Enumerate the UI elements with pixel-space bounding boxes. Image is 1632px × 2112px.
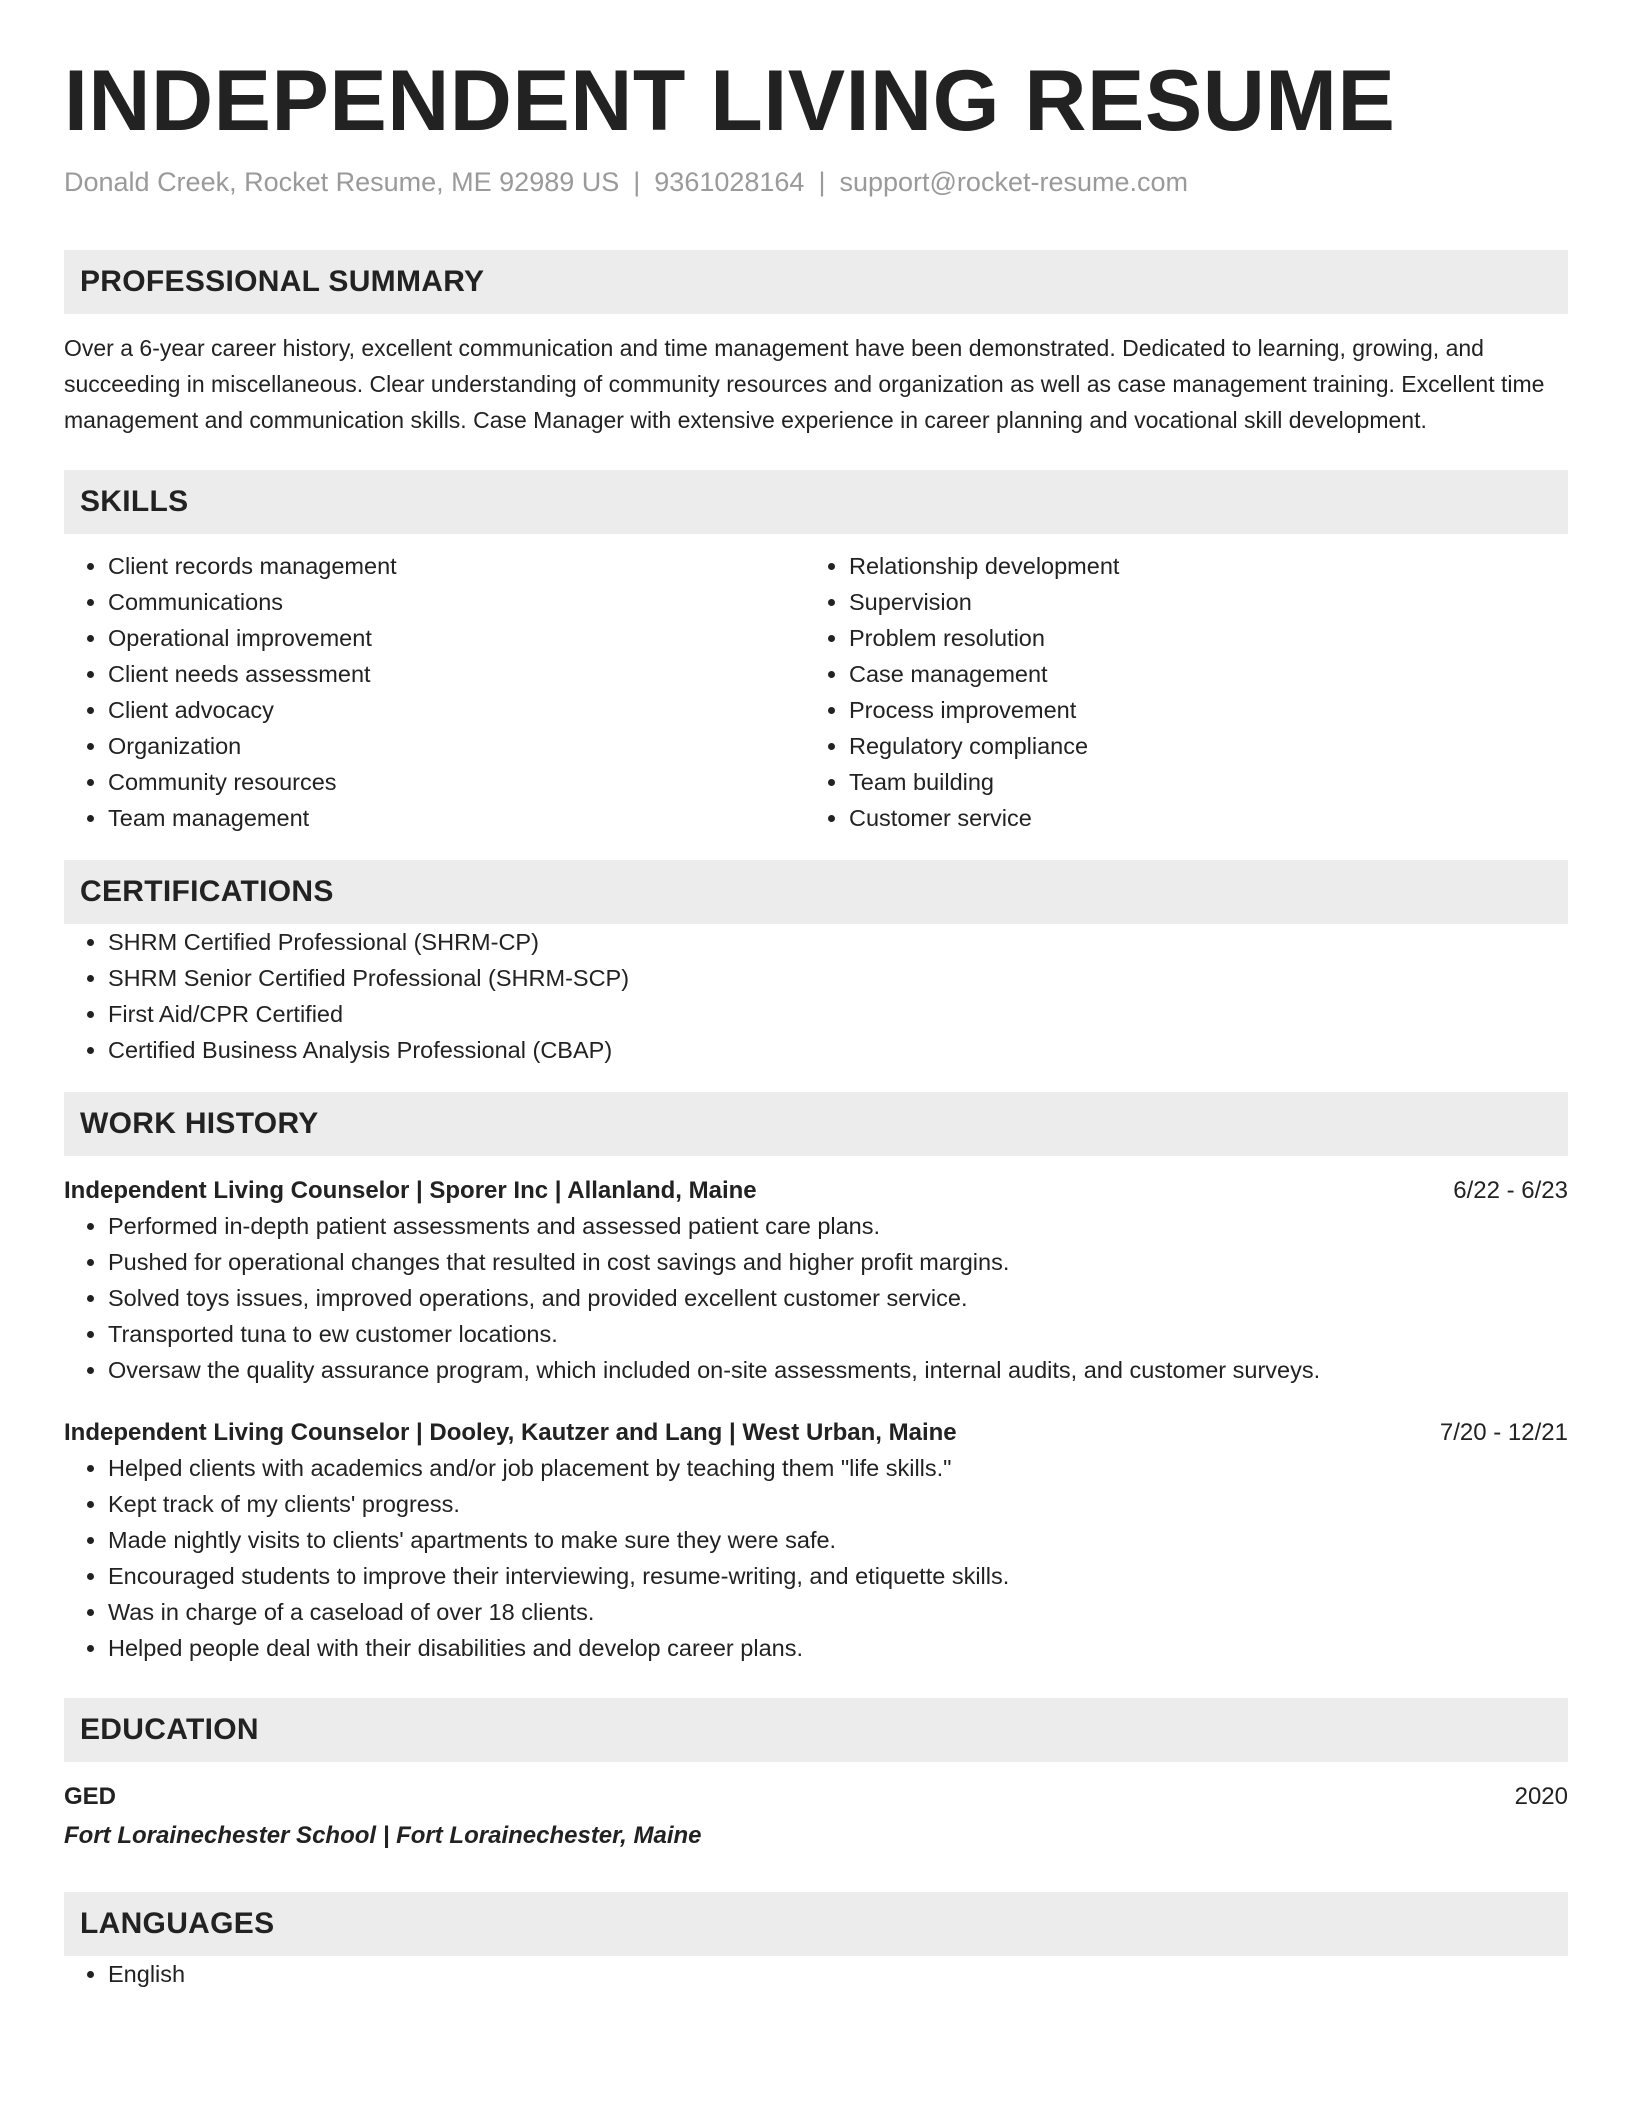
skill-item: • Customer service	[849, 800, 1546, 836]
job-bullet: • Encouraged students to improve their interviewing, resume-writing, and etiquette skills.	[108, 1558, 1568, 1594]
skills-column-right	[805, 548, 1546, 836]
skill-item: • Case management	[849, 656, 1546, 692]
contact-separator: |	[818, 166, 826, 197]
skill-item: • Supervision	[849, 584, 1546, 620]
contact-phone: 9361028164	[654, 166, 805, 197]
contact-line	[64, 165, 1568, 200]
section-header-education: EDUCATION	[64, 1698, 1568, 1762]
job-entry	[64, 1416, 1568, 1666]
summary-text: Over a 6-year career history, excellent communication and time management have been demonstrated. Dedicated to learning, growing, and succeeding in miscellaneous. Clear understanding of community resources and organization as well as case management training. Excellent time management and communication skills. Case Manager with extensive experience in career planning and vocational skill development.	[64, 334, 1545, 433]
skill-item: • Client needs assessment	[108, 656, 805, 692]
education-line	[64, 1780, 1568, 1814]
contact-separator: |	[633, 166, 641, 197]
job-entry	[64, 1174, 1568, 1388]
job-bullet: • Helped clients with academics and/or job placement by teaching them "life skills."	[108, 1450, 1568, 1486]
certification-item: • First Aid/CPR Certified	[108, 996, 1568, 1032]
skills-list-left	[64, 548, 805, 836]
skill-item: • Regulatory compliance	[849, 728, 1546, 764]
certifications-list	[64, 924, 1568, 1068]
section-header-languages: LANGUAGES	[64, 1892, 1568, 1956]
job-heading-line	[64, 1416, 1568, 1450]
job-bullet-list	[64, 1208, 1568, 1388]
section-header-summary: PROFESSIONAL SUMMARY	[64, 250, 1568, 314]
job-bullet: • Helped people deal with their disabilities and develop career plans.	[108, 1630, 1568, 1666]
education-year: 2020	[1514, 1782, 1568, 1810]
skill-item: • Process improvement	[849, 692, 1546, 728]
skill-item: • Operational improvement	[108, 620, 805, 656]
job-title: Independent Living Counselor | Dooley, Kautzer and Lang | West Urban, Maine	[64, 1418, 957, 1446]
job-bullet-list	[64, 1450, 1568, 1666]
job-bullet: • Kept track of my clients' progress.	[108, 1486, 1568, 1522]
language-item: • English	[108, 1956, 1568, 1992]
job-bullet: • Performed in-depth patient assessments and assessed patient care plans.	[108, 1208, 1568, 1244]
languages-list	[64, 1956, 1568, 1992]
job-title: Independent Living Counselor | Sporer Inc | Allanland, Maine	[64, 1176, 757, 1204]
skill-item: • Client advocacy	[108, 692, 805, 728]
contact-address: Donald Creek, Rocket Resume, ME 92989 US	[64, 166, 620, 197]
skill-item: • Problem resolution	[849, 620, 1546, 656]
skill-item: • Communications	[108, 584, 805, 620]
section-header-certifications: CERTIFICATIONS	[64, 860, 1568, 924]
certification-item: • Certified Business Analysis Professional (CBAP)	[108, 1032, 1568, 1068]
skill-item: • Client records management	[108, 548, 805, 584]
section-header-work-history: WORK HISTORY	[64, 1092, 1568, 1156]
certification-item: • SHRM Senior Certified Professional (SHRM-SCP)	[108, 960, 1568, 996]
job-bullet: • Was in charge of a caseload of over 18 clients.	[108, 1594, 1568, 1630]
job-dates: 6/22 - 6/23	[1453, 1176, 1568, 1204]
job-heading-line	[64, 1174, 1568, 1208]
job-dates: 7/20 - 12/21	[1439, 1418, 1568, 1446]
skills-grid	[64, 548, 1568, 836]
skills-column-left	[64, 548, 805, 836]
education-school: Fort Lorainechester School | Fort Lorainechester, Maine	[64, 1821, 702, 1849]
skill-item: • Team management	[108, 800, 805, 836]
job-bullet: • Transported tuna to ew customer locations.	[108, 1316, 1568, 1352]
skill-item: • Relationship development	[849, 548, 1546, 584]
skill-item: • Community resources	[108, 764, 805, 800]
job-bullet: • Oversaw the quality assurance program, which included on-site assessments, internal audits, and customer surveys.	[108, 1352, 1568, 1388]
section-header-skills: SKILLS	[64, 470, 1568, 534]
resume-title: INDEPENDENT LIVING RESUME	[64, 53, 1396, 149]
skill-item: • Organization	[108, 728, 805, 764]
skill-item: • Team building	[849, 764, 1546, 800]
job-bullet: • Made nightly visits to clients' apartments to make sure they were safe.	[108, 1522, 1568, 1558]
certification-item: • SHRM Certified Professional (SHRM-CP)	[108, 924, 1568, 960]
job-bullet: • Pushed for operational changes that resulted in cost savings and higher profit margins.	[108, 1244, 1568, 1280]
contact-email: support@rocket-resume.com	[839, 166, 1188, 197]
education-degree: GED	[64, 1782, 117, 1810]
job-bullet: • Solved toys issues, improved operations, and provided excellent customer service.	[108, 1280, 1568, 1316]
skills-list-right	[805, 548, 1546, 836]
